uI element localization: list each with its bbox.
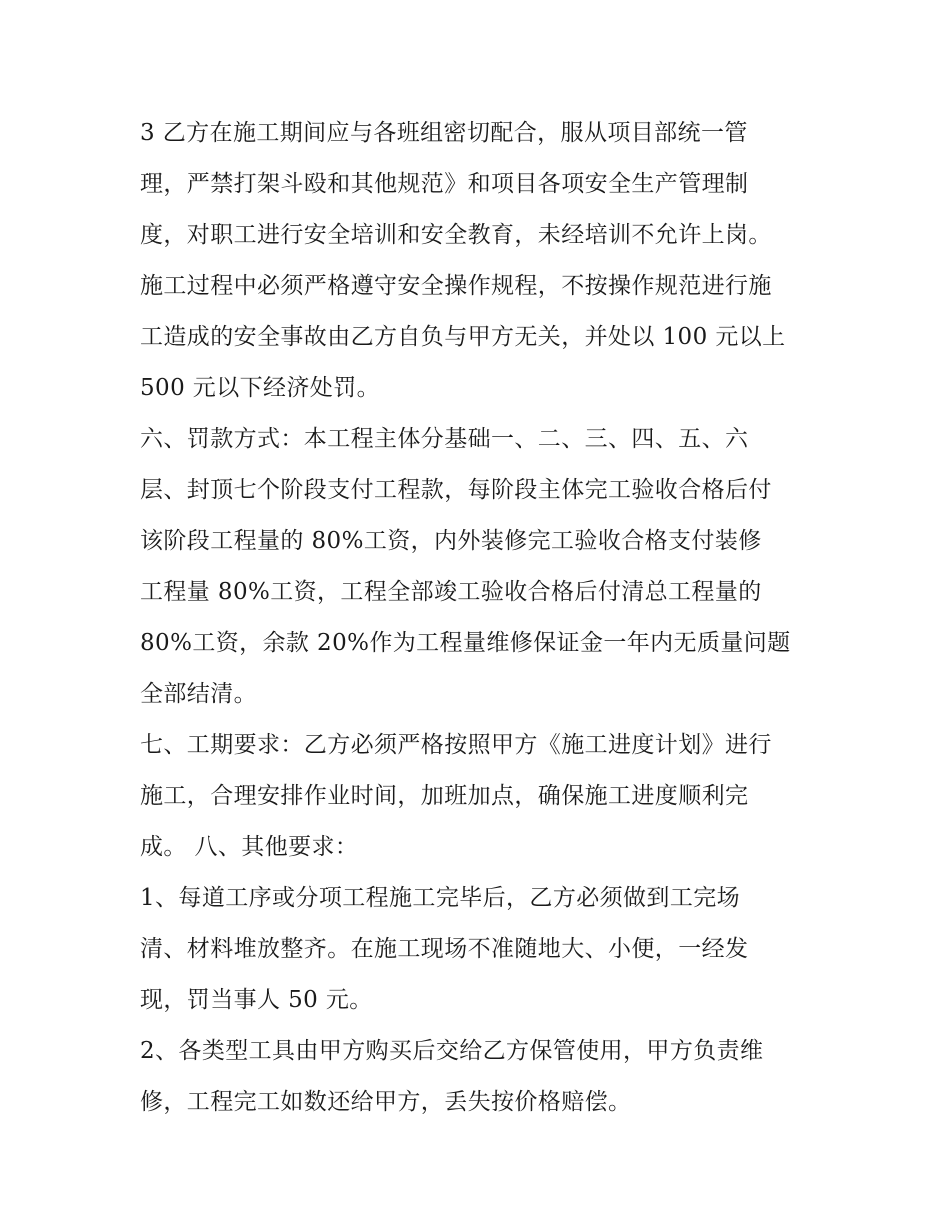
text-line: 施工过程中必须严格遵守安全操作规程，不按操作规范进行施 [140,273,772,299]
paragraph-schedule-requirements [140,720,820,873]
text-line: 层、封顶七个阶段支付工程款，每阶段主体完工验收合格后付 [140,477,772,503]
text-line: 清、材料堆放整齐。在施工现场不准随地大、小便，一经发 [140,936,749,962]
text-line: 1、每道工序或分项工程施工完毕后，乙方必须做到工完场 [140,885,741,911]
text-line: 度，对职工进行安全培训和安全教育，未经培训不允许上岗。 [140,222,772,248]
text-line: 3 乙方在施工期间应与各班组密切配合，服从项目部统一管 [140,120,748,146]
text-line: 2、各类型工具由甲方购买后交给乙方保管使用，甲方负责维 [140,1038,764,1064]
text-line: 全部结清。 [140,681,257,707]
text-line: 施工，合理安排作业时间，加班加点，确保施工进度顺利完 [140,783,749,809]
text-line: 现，罚当事人 50 元。 [140,987,373,1013]
paragraph-payment-method [140,414,820,720]
text-line: 工程量 80%工资，工程全部竣工验收合格后付清总工程量的 [140,579,762,605]
text-line: 七、工期要求：乙方必须严格按照甲方《施工进度计划》进行 [140,732,772,758]
paragraph-safety-rules [140,108,820,414]
paragraph-site-cleanliness [140,873,820,1026]
text-line: 理，严禁打架斗殴和其他规范》和项目各项安全生产管理制 [140,171,749,197]
text-line: 该阶段工程量的 80%工资，内外装修完工验收合格支付装修 [140,528,762,554]
text-line: 修，工程完工如数还给甲方，丢失按价格赔偿。 [140,1089,632,1115]
text-line: 工造成的安全事故由乙方自负与甲方无关，并处以 100 元以上 [140,324,786,350]
text-line: 500 元以下经济处罚。 [140,375,381,401]
document-body [140,108,820,1128]
text-line: 80%工资，余款 20%作为工程量维修保证金一年内无质量问题 [140,630,791,656]
text-line: 六、罚款方式：本工程主体分基础一、二、三、四、五、六 [140,426,749,452]
text-line: 成。 八、其他要求： [140,834,359,860]
paragraph-tool-custody [140,1026,820,1128]
